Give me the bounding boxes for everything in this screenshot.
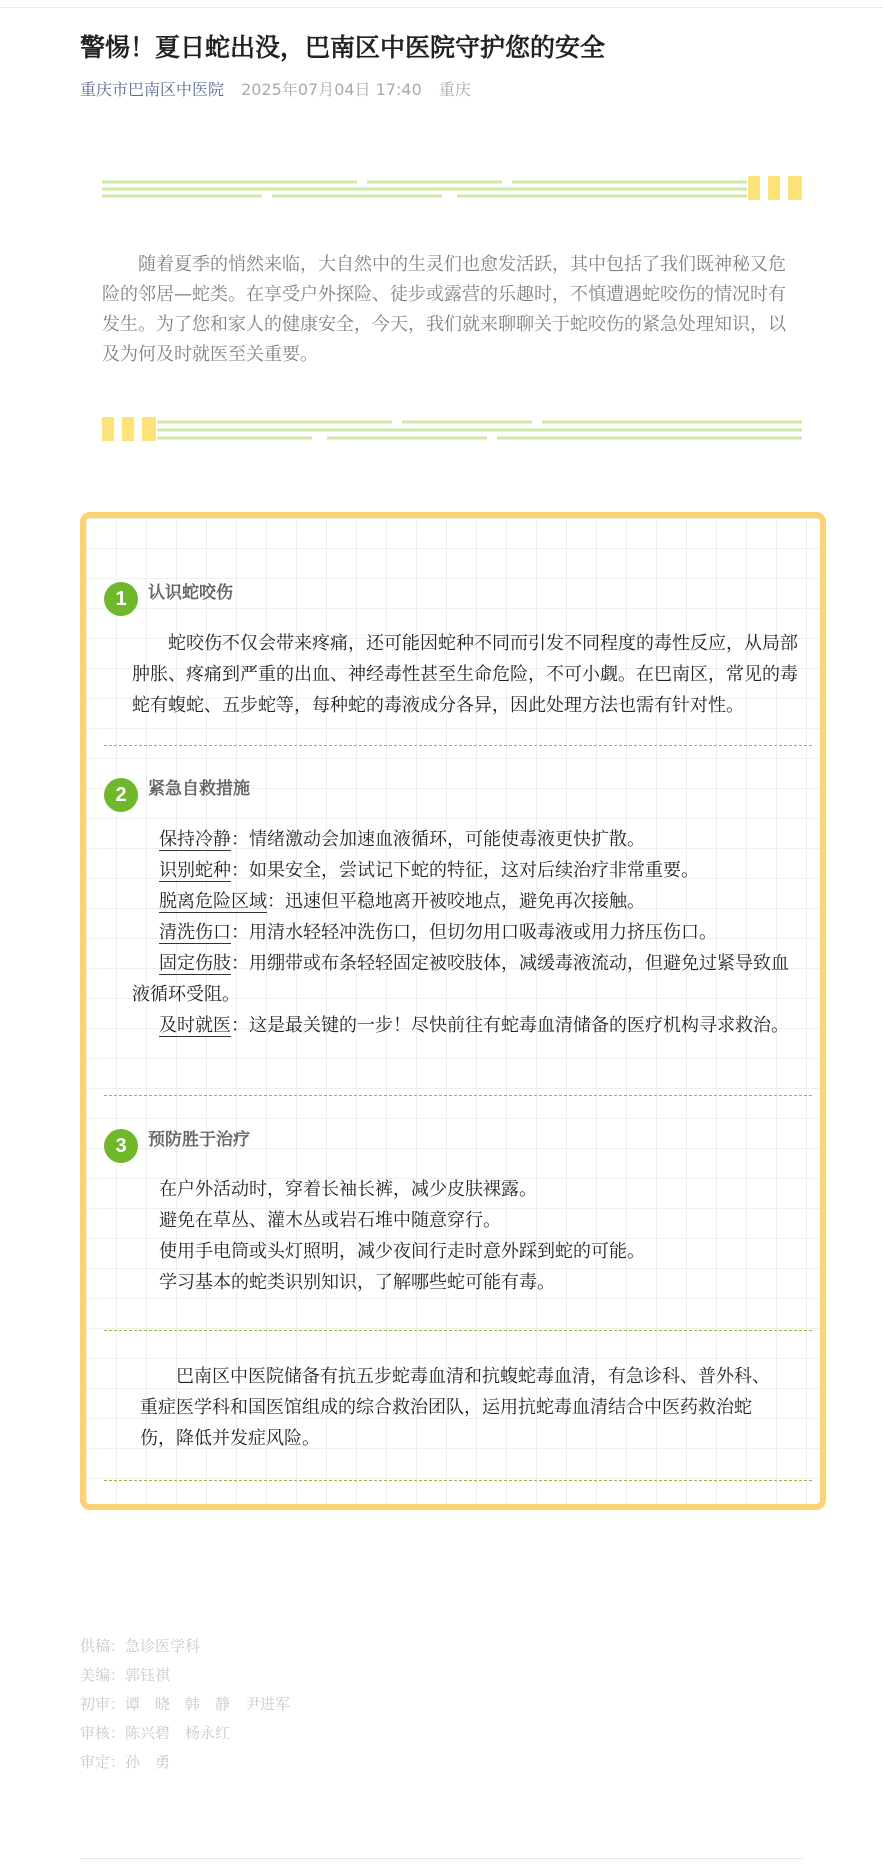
list-item: 使用手电筒或头灯照明，减少夜间行走时意外踩到蛇的可能。: [159, 1241, 645, 1262]
credit-value: 郭钰祺: [125, 1666, 171, 1684]
measure-text: ：情绪激动会加速血液循环，可能使毒液更快扩散。: [231, 829, 645, 850]
list-item: [132, 886, 800, 917]
credit-row: [80, 1690, 290, 1719]
section-title: 预防胜于治疗: [148, 1129, 250, 1150]
measure-text: ：用清水轻轻冲洗伤口，但切勿用口吸毒液或用力挤压伤口。: [231, 922, 717, 943]
section-header-2: [104, 778, 250, 812]
decorative-lines-top: [102, 172, 802, 202]
credit-row: [80, 1632, 290, 1661]
credit-label: 供稿：: [80, 1637, 126, 1655]
section-header-1: [104, 582, 233, 616]
measure-text: ：迅速但平稳地离开被咬地点，避免再次接触。: [267, 891, 645, 912]
credit-row: [80, 1748, 290, 1777]
measure-term: 脱离危险区域: [159, 891, 267, 912]
prevention-list: [132, 1174, 800, 1298]
list-item: [132, 948, 800, 1010]
decorative-lines-bottom: [102, 414, 802, 444]
intro-paragraph: 随着夏季的悄然来临，大自然中的生灵们也愈发活跃，其中包括了我们既神秘又危险的邻居—蛇类。在享受户外探险、徒步或露营的乐趣时，不慎遭遇蛇咬伤的情况时有发生。为了您和家人的健康安全，今天，我们就来聊聊关于蛇咬伤的紧急处理知识，以及为何及时就医至关重要。: [102, 254, 786, 365]
credit-value: 谭 晓 韩 静 尹进军: [125, 1695, 291, 1713]
publish-location: 重庆: [438, 80, 471, 99]
emergency-measures-list: [132, 824, 800, 1041]
list-item: [132, 855, 800, 886]
credit-label: 审定：: [80, 1753, 126, 1771]
article-meta: [80, 79, 471, 101]
credits-block: [80, 1632, 290, 1777]
dashed-divider: [104, 745, 812, 746]
measure-term: 及时就医: [159, 1015, 231, 1036]
credit-value: 急诊医学科: [125, 1637, 201, 1655]
list-item: [132, 824, 800, 855]
section-number-badge: 1: [104, 582, 138, 616]
list-item: 在户外活动时，穿着长袖长裤，减少皮肤裸露。: [159, 1179, 537, 1200]
measure-term: 清洗伤口: [159, 922, 231, 943]
list-item: [132, 1010, 800, 1041]
dashed-divider: [104, 1480, 812, 1481]
section-title: 紧急自救措施: [148, 778, 250, 799]
publish-date: 2025年07月04日 17:40: [241, 80, 422, 99]
section-number-badge: 3: [104, 1129, 138, 1163]
dashed-divider: [104, 1330, 812, 1331]
credit-label: 初审：: [80, 1695, 126, 1713]
credit-value: 孙 勇: [125, 1753, 171, 1771]
credit-value: 陈兴碧 杨永红: [125, 1724, 231, 1742]
article-title: 警惕！夏日蛇出没，巴南区中医院守护您的安全: [80, 33, 606, 62]
credit-label: 审核：: [80, 1724, 126, 1742]
bottom-divider: [80, 1858, 803, 1859]
measure-term: 保持冷静: [159, 829, 231, 850]
section-number-badge: 2: [104, 778, 138, 812]
measure-text: ：用绷带或布条轻轻固定被咬肢体，减缓毒液流动，但避免过紧导致血液循环受阻。: [132, 953, 789, 1005]
list-item: 学习基本的蛇类识别知识，了解哪些蛇可能有毒。: [159, 1272, 555, 1293]
account-name-link[interactable]: 重庆市巴南区中医院: [80, 80, 225, 99]
credit-label: 美编：: [80, 1666, 126, 1684]
section-1-body: 蛇咬伤不仅会带来疼痛，还可能因蛇种不同而引发不同程度的毒性反应，从局部肿胀、疼痛到严重的出血、神经毒性甚至生命危险，不可小觑。在巴南区，常见的毒蛇有蝮蛇、五步蛇等，每种蛇的毒液成分各异，因此处理方法也需有针对性。: [132, 633, 798, 716]
section-header-3: [104, 1129, 250, 1163]
hospital-closing-paragraph: 巴南区中医院储备有抗五步蛇毒血清和抗蝮蛇毒血清，有急诊科、普外科、重症医学科和国医馆组成的综合救治团队，运用抗蛇毒血清结合中医药救治蛇伤，降低并发症风险。: [140, 1366, 770, 1449]
top-divider: [0, 7, 883, 8]
measure-text: ：如果安全，尝试记下蛇的特征，这对后续治疗非常重要。: [231, 860, 699, 881]
list-item: 避免在草丛、灌木丛或岩石堆中随意穿行。: [159, 1210, 501, 1231]
content-card: [80, 512, 826, 1510]
section-title: 认识蛇咬伤: [148, 582, 233, 603]
credit-row: [80, 1719, 290, 1748]
measure-term: 识别蛇种: [159, 860, 231, 881]
dashed-divider: [104, 1095, 812, 1096]
credit-row: [80, 1661, 290, 1690]
measure-text: ：这是最关键的一步！尽快前往有蛇毒血清储备的医疗机构寻求救治。: [231, 1015, 789, 1036]
list-item: [132, 917, 800, 948]
measure-term: 固定伤肢: [159, 953, 231, 974]
